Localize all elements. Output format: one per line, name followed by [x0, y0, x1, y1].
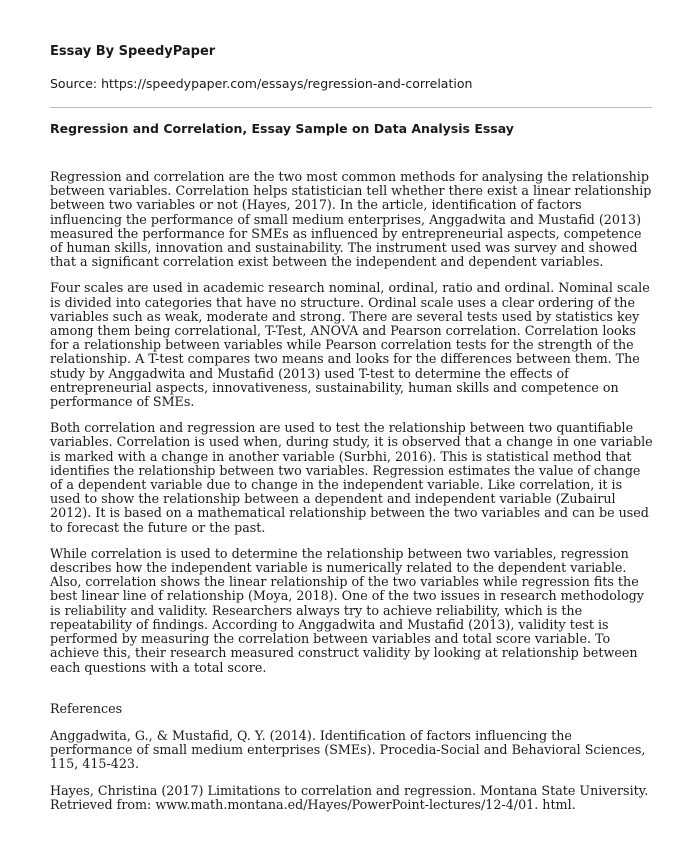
reference-item: Hayes, Christina (2017) Limitations to correlation and regression. Montana State University. Retrieved from: www.math.montana.ed/Hayes/PowerPoint-lectures/12-4/01. html. — [50, 782, 649, 812]
essay-title: Regression and Correlation, Essay Sample on Data Analysis Essay — [50, 121, 514, 136]
essay-body — [50, 170, 656, 824]
references-heading: References — [50, 700, 123, 716]
source-url: Source: https://speedypaper.com/essays/regression-and-correlation — [50, 76, 473, 91]
paragraph: Four scales are used in academic research nominal, ordinal, ratio and ordinal. Nominal scale is divided into categories that have no structure. Ordinal scale uses a clear ordering of the variables such as weak, moderate and strong. There are several tests used by statistics key among them being correlational, T-Test, ANOVA and Pearson correlation. Correlation looks for a relationship between variables while Pearson correlation tests for the strength of the relationship. A T-test compares two means and looks for the differences between them. The study by Anggadwita and Mustafid (2013) used T-test to determine the effects of entrepreneurial aspects, innovativeness, sustainability, human skills and competence on performance of SMEs. — [50, 280, 650, 410]
reference-item: Anggadwita, G., & Mustafid, Q. Y. (2014). Identification of factors influencing the performance of small medium enterprises (SMEs). Procedia-Social and Behavioral Sciences, 115, 415-423. — [50, 727, 646, 772]
paragraph: Both correlation and regression are used to test the relationship between two quantifiable variables. Correlation is used when, during study, it is observed that a change in one variable is marked with a change in another variable (Surbhi, 2016). This is statistical method that identifies the relationship between two variables. Regression estimates the value of change of a dependent variable due to change in the independent variable. Like correlation, it is used to show the relationship between a dependent and independent variable (Zubairul 2012). It is based on a mathematical relationship between the two variables and can be used to forecast the future or the past. — [50, 420, 653, 535]
site-title: Essay By SpeedyPaper — [50, 44, 216, 59]
source-header — [50, 44, 650, 91]
paragraph: Regression and correlation are the two most common methods for analysing the relationship between variables. Correlation helps statistician tell whether there exist a linear relationship between two variables or not (Hayes, 2017). In the article, identification of factors influencing the performance of small medium enterprises, Anggadwita and Mustafid (2013) measured the performance for SMEs as influenced by entrepreneurial aspects, competence of human skills, innovation and sustainability. The instrument used was survey and showed that a significant correlation exist between the independent and dependent variables. — [50, 169, 652, 270]
paragraph: While correlation is used to determine the relationship between two variables, regression describes how the independent variable is numerically related to the dependent variable. Also, correlation shows the linear relationship of the two variables while regression fits the best linear line of relationship (Moya, 2018). One of the two issues in research methodology is reliability and validity. Researchers always try to achieve reliability, which is the repeatability of findings. According to Anggadwita and Mustafid (2013), validity test is performed by measuring the correlation between variables and total score variable. To achieve this, their research measured construct validity by looking at relationship between each questions with a total score. — [50, 545, 644, 675]
header-divider — [50, 107, 652, 108]
